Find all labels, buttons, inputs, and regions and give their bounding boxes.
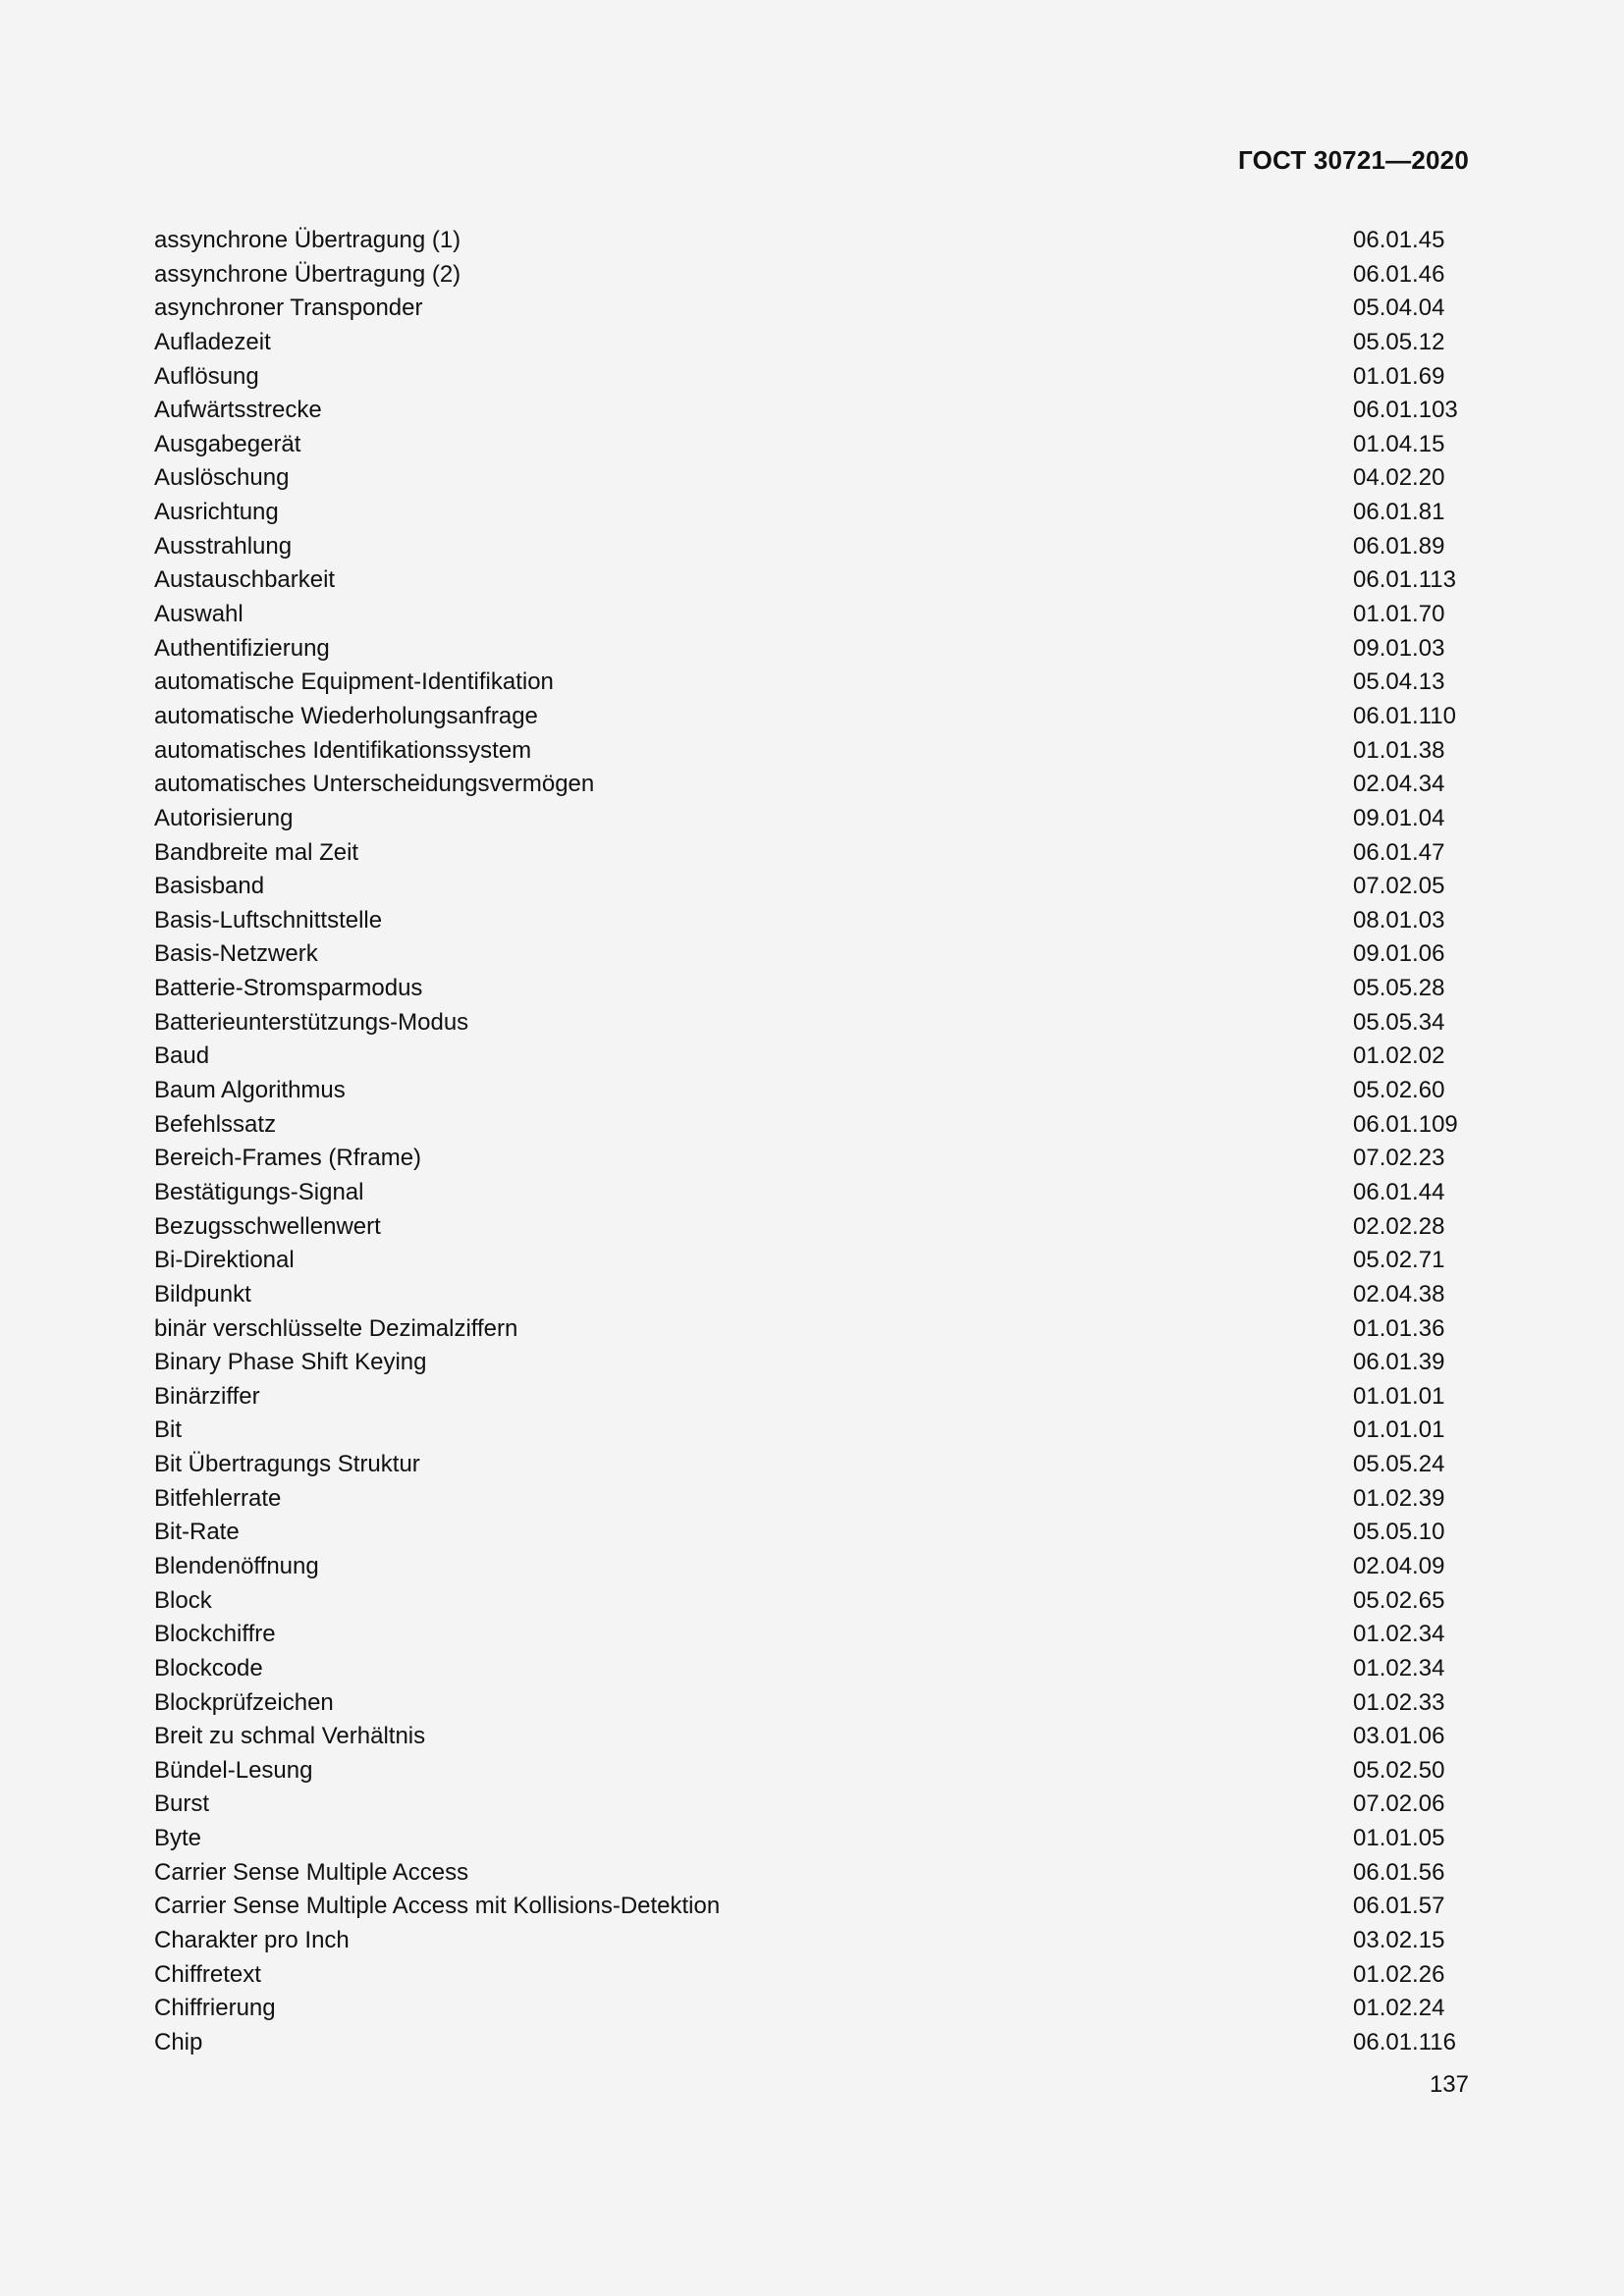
index-term: Baud: [154, 1042, 210, 1070]
index-term: Bandbreite mal Zeit: [154, 838, 359, 866]
index-term: assynchrone Übertragung (1): [154, 227, 461, 253]
index-term: Bi-Direktional: [154, 1247, 295, 1274]
index-code: 01.01.01: [1353, 1382, 1445, 1410]
index-code: 05.02.71: [1353, 1247, 1445, 1274]
index-entry-row: [154, 734, 1469, 769]
index-code: 01.01.36: [1353, 1314, 1445, 1342]
index-entry-row: [154, 1890, 1469, 1924]
index-term: Burst: [154, 1790, 210, 1818]
index-term: Chiffretext: [154, 1960, 261, 1988]
index-entry-row: [154, 1924, 1469, 1958]
index-term: Befehlssatz: [154, 1110, 277, 1138]
index-code: 09.01.06: [1353, 940, 1445, 968]
index-term: Carrier Sense Multiple Access mit Kollisions-Detektion: [154, 1893, 721, 1920]
index-code: 01.01.01: [1353, 1416, 1445, 1444]
index-entry-row: [154, 326, 1469, 360]
index-code: 06.01.57: [1353, 1893, 1445, 1920]
index-entry-row: [154, 1448, 1469, 1482]
index-term: Austauschbarkeit: [154, 566, 336, 594]
index-term: Blendenöffnung: [154, 1552, 319, 1579]
index-entry-row: [154, 1754, 1469, 1789]
index-entry-row: [154, 2026, 1469, 2060]
index-term: Byte: [154, 1825, 202, 1852]
index-entry-row: [154, 224, 1469, 258]
index-entry-row: [154, 1788, 1469, 1822]
index-code: 06.01.109: [1353, 1110, 1458, 1138]
index-entry-row: [154, 1686, 1469, 1721]
index-term: Aufladezeit: [154, 328, 271, 355]
index-term: asynchroner Transponder: [154, 294, 423, 322]
index-code: 06.01.56: [1353, 1858, 1445, 1886]
index-term: assynchrone Übertragung (2): [154, 260, 461, 288]
document-standard-title: ГОСТ 30721—2020: [1238, 145, 1469, 175]
index-code: 01.02.34: [1353, 1654, 1445, 1682]
index-code: 05.05.34: [1353, 1008, 1445, 1036]
index-code: 05.02.65: [1353, 1586, 1445, 1614]
index-entry-row: [154, 1006, 1469, 1041]
index-code: 05.04.13: [1353, 668, 1445, 696]
index-code: 07.02.06: [1353, 1790, 1445, 1818]
index-code: 02.04.09: [1353, 1552, 1445, 1579]
index-term: Block: [154, 1586, 212, 1614]
index-code: 07.02.23: [1353, 1145, 1445, 1172]
index-term: Auflösung: [154, 362, 259, 390]
index-code: 01.01.70: [1353, 601, 1445, 628]
index-entry-row: [154, 394, 1469, 428]
index-entry-row: [154, 1142, 1469, 1176]
index-entry-row: [154, 1176, 1469, 1210]
index-entry-row: [154, 1652, 1469, 1686]
index-code: 02.04.34: [1353, 771, 1445, 798]
index-code: 03.02.15: [1353, 1927, 1445, 1954]
index-entry-row: [154, 1108, 1469, 1143]
index-code: 09.01.04: [1353, 804, 1445, 831]
index-code: 06.01.39: [1353, 1349, 1445, 1376]
index-term: Bündel-Lesung: [154, 1756, 313, 1784]
index-code: 01.02.34: [1353, 1621, 1445, 1648]
index-term: Chiffrierung: [154, 1995, 276, 2022]
index-entry-row: [154, 1720, 1469, 1754]
term-index-list: [154, 224, 1469, 2060]
index-term: Basis-Luftschnittstelle: [154, 906, 383, 934]
index-entry-row: [154, 1992, 1469, 2026]
index-term: Charakter pro Inch: [154, 1927, 350, 1954]
index-code: 06.01.110: [1353, 702, 1456, 729]
index-code: 02.04.38: [1353, 1280, 1445, 1308]
index-entry-row: [154, 802, 1469, 836]
index-entry-row: [154, 461, 1469, 496]
index-entry-row: [154, 1380, 1469, 1415]
index-entry-row: [154, 904, 1469, 938]
index-code: 05.05.28: [1353, 975, 1445, 1002]
index-entry-row: [154, 666, 1469, 700]
index-code: 01.02.33: [1353, 1688, 1445, 1716]
index-term: automatisches Identifikationssystem: [154, 736, 532, 764]
index-entry-row: [154, 1550, 1469, 1584]
index-entry-row: [154, 937, 1469, 972]
index-term: Baum Algorithmus: [154, 1077, 346, 1104]
index-term: Bit Übertragungs Struktur: [154, 1451, 420, 1478]
index-entry-row: [154, 496, 1469, 530]
index-term: Bildpunkt: [154, 1280, 251, 1308]
index-term: automatische Equipment-Identifikation: [154, 668, 554, 696]
index-code: 06.01.81: [1353, 499, 1445, 526]
index-code: 05.05.12: [1353, 328, 1445, 355]
index-term: Ausgabegerät: [154, 430, 301, 457]
index-code: 05.02.60: [1353, 1077, 1445, 1104]
index-term: Batterie-Stromsparmodus: [154, 975, 423, 1002]
index-code: 01.02.26: [1353, 1960, 1445, 1988]
index-term: Breit zu schmal Verhältnis: [154, 1723, 426, 1750]
index-entry-row: [154, 1040, 1469, 1074]
index-entry-row: [154, 768, 1469, 802]
index-term: Batterieunterstützungs-Modus: [154, 1008, 469, 1036]
index-term: Authentifizierung: [154, 634, 330, 662]
index-code: 02.02.28: [1353, 1212, 1445, 1240]
index-term: Blockcode: [154, 1654, 263, 1682]
index-term: Bitfehlerrate: [154, 1484, 282, 1512]
index-term: Bit-Rate: [154, 1519, 240, 1546]
index-entry-row: [154, 428, 1469, 462]
index-code: 06.01.116: [1353, 2028, 1456, 2056]
index-term: Blockchiffre: [154, 1621, 276, 1648]
index-entry-row: [154, 1210, 1469, 1245]
index-code: 01.01.05: [1353, 1825, 1445, 1852]
index-entry-row: [154, 1618, 1469, 1652]
index-code: 01.02.02: [1353, 1042, 1445, 1070]
index-code: 01.01.69: [1353, 362, 1445, 390]
index-code: 05.05.24: [1353, 1451, 1445, 1478]
index-code: 06.01.44: [1353, 1178, 1445, 1205]
index-code: 05.05.10: [1353, 1519, 1445, 1546]
index-code: 05.04.04: [1353, 294, 1445, 322]
index-code: 07.02.05: [1353, 873, 1445, 900]
index-term: automatisches Unterscheidungsvermögen: [154, 771, 595, 798]
index-entry-row: [154, 1516, 1469, 1550]
index-code: 01.04.15: [1353, 430, 1445, 457]
index-entry-row: [154, 1244, 1469, 1278]
index-term: Ausrichtung: [154, 499, 279, 526]
index-entry-row: [154, 1958, 1469, 1993]
index-term: Bezugsschwellenwert: [154, 1212, 381, 1240]
index-code: 04.02.20: [1353, 464, 1445, 492]
index-code: 05.02.50: [1353, 1756, 1445, 1784]
index-entry-row: [154, 1074, 1469, 1108]
index-code: 06.01.47: [1353, 838, 1445, 866]
index-entry-row: [154, 632, 1469, 667]
index-term: automatische Wiederholungsanfrage: [154, 702, 538, 729]
index-entry-row: [154, 870, 1469, 904]
index-entry-row: [154, 530, 1469, 564]
index-code: 06.01.46: [1353, 260, 1445, 288]
page-number: 137: [1429, 2071, 1469, 2098]
index-entry-row: [154, 1312, 1469, 1347]
index-entry-row: [154, 836, 1469, 871]
index-code: 01.02.24: [1353, 1995, 1445, 2022]
index-entry-row: [154, 1856, 1469, 1891]
index-entry-row: [154, 1584, 1469, 1619]
index-code: 03.01.06: [1353, 1723, 1445, 1750]
index-term: Auswahl: [154, 601, 244, 628]
index-entry-row: [154, 972, 1469, 1006]
index-term: Binary Phase Shift Keying: [154, 1349, 427, 1376]
index-term: binär verschlüsselte Dezimalziffern: [154, 1314, 518, 1342]
index-code: 08.01.03: [1353, 906, 1445, 934]
index-term: Chip: [154, 2028, 203, 2056]
index-entry-row: [154, 598, 1469, 632]
index-code: 06.01.89: [1353, 532, 1445, 560]
index-entry-row: [154, 360, 1469, 395]
index-entry-row: [154, 292, 1469, 326]
index-code: 06.01.103: [1353, 397, 1458, 424]
index-code: 06.01.113: [1353, 566, 1456, 594]
index-term: Autorisierung: [154, 804, 294, 831]
index-term: Ausstrahlung: [154, 532, 293, 560]
index-entry-row: [154, 258, 1469, 293]
index-term: Bereich-Frames (Rframe): [154, 1145, 422, 1172]
index-term: Binärziffer: [154, 1382, 260, 1410]
index-term: Basisband: [154, 873, 265, 900]
index-entry-row: [154, 1414, 1469, 1448]
index-term: Bit: [154, 1416, 183, 1444]
index-term: Aufwärtsstrecke: [154, 397, 322, 424]
index-code: 06.01.45: [1353, 227, 1445, 253]
index-entry-row: [154, 1346, 1469, 1380]
index-entry-row: [154, 563, 1469, 598]
index-term: Carrier Sense Multiple Access: [154, 1858, 469, 1886]
index-entry-row: [154, 1822, 1469, 1856]
index-entry-row: [154, 1482, 1469, 1517]
index-term: Blockprüfzeichen: [154, 1688, 334, 1716]
index-term: Basis-Netzwerk: [154, 940, 318, 968]
index-term: Bestätigungs-Signal: [154, 1178, 364, 1205]
index-code: 01.02.39: [1353, 1484, 1445, 1512]
index-term: Auslöschung: [154, 464, 290, 492]
index-entry-row: [154, 700, 1469, 734]
index-code: 09.01.03: [1353, 634, 1445, 662]
index-code: 01.01.38: [1353, 736, 1445, 764]
index-entry-row: [154, 1278, 1469, 1312]
